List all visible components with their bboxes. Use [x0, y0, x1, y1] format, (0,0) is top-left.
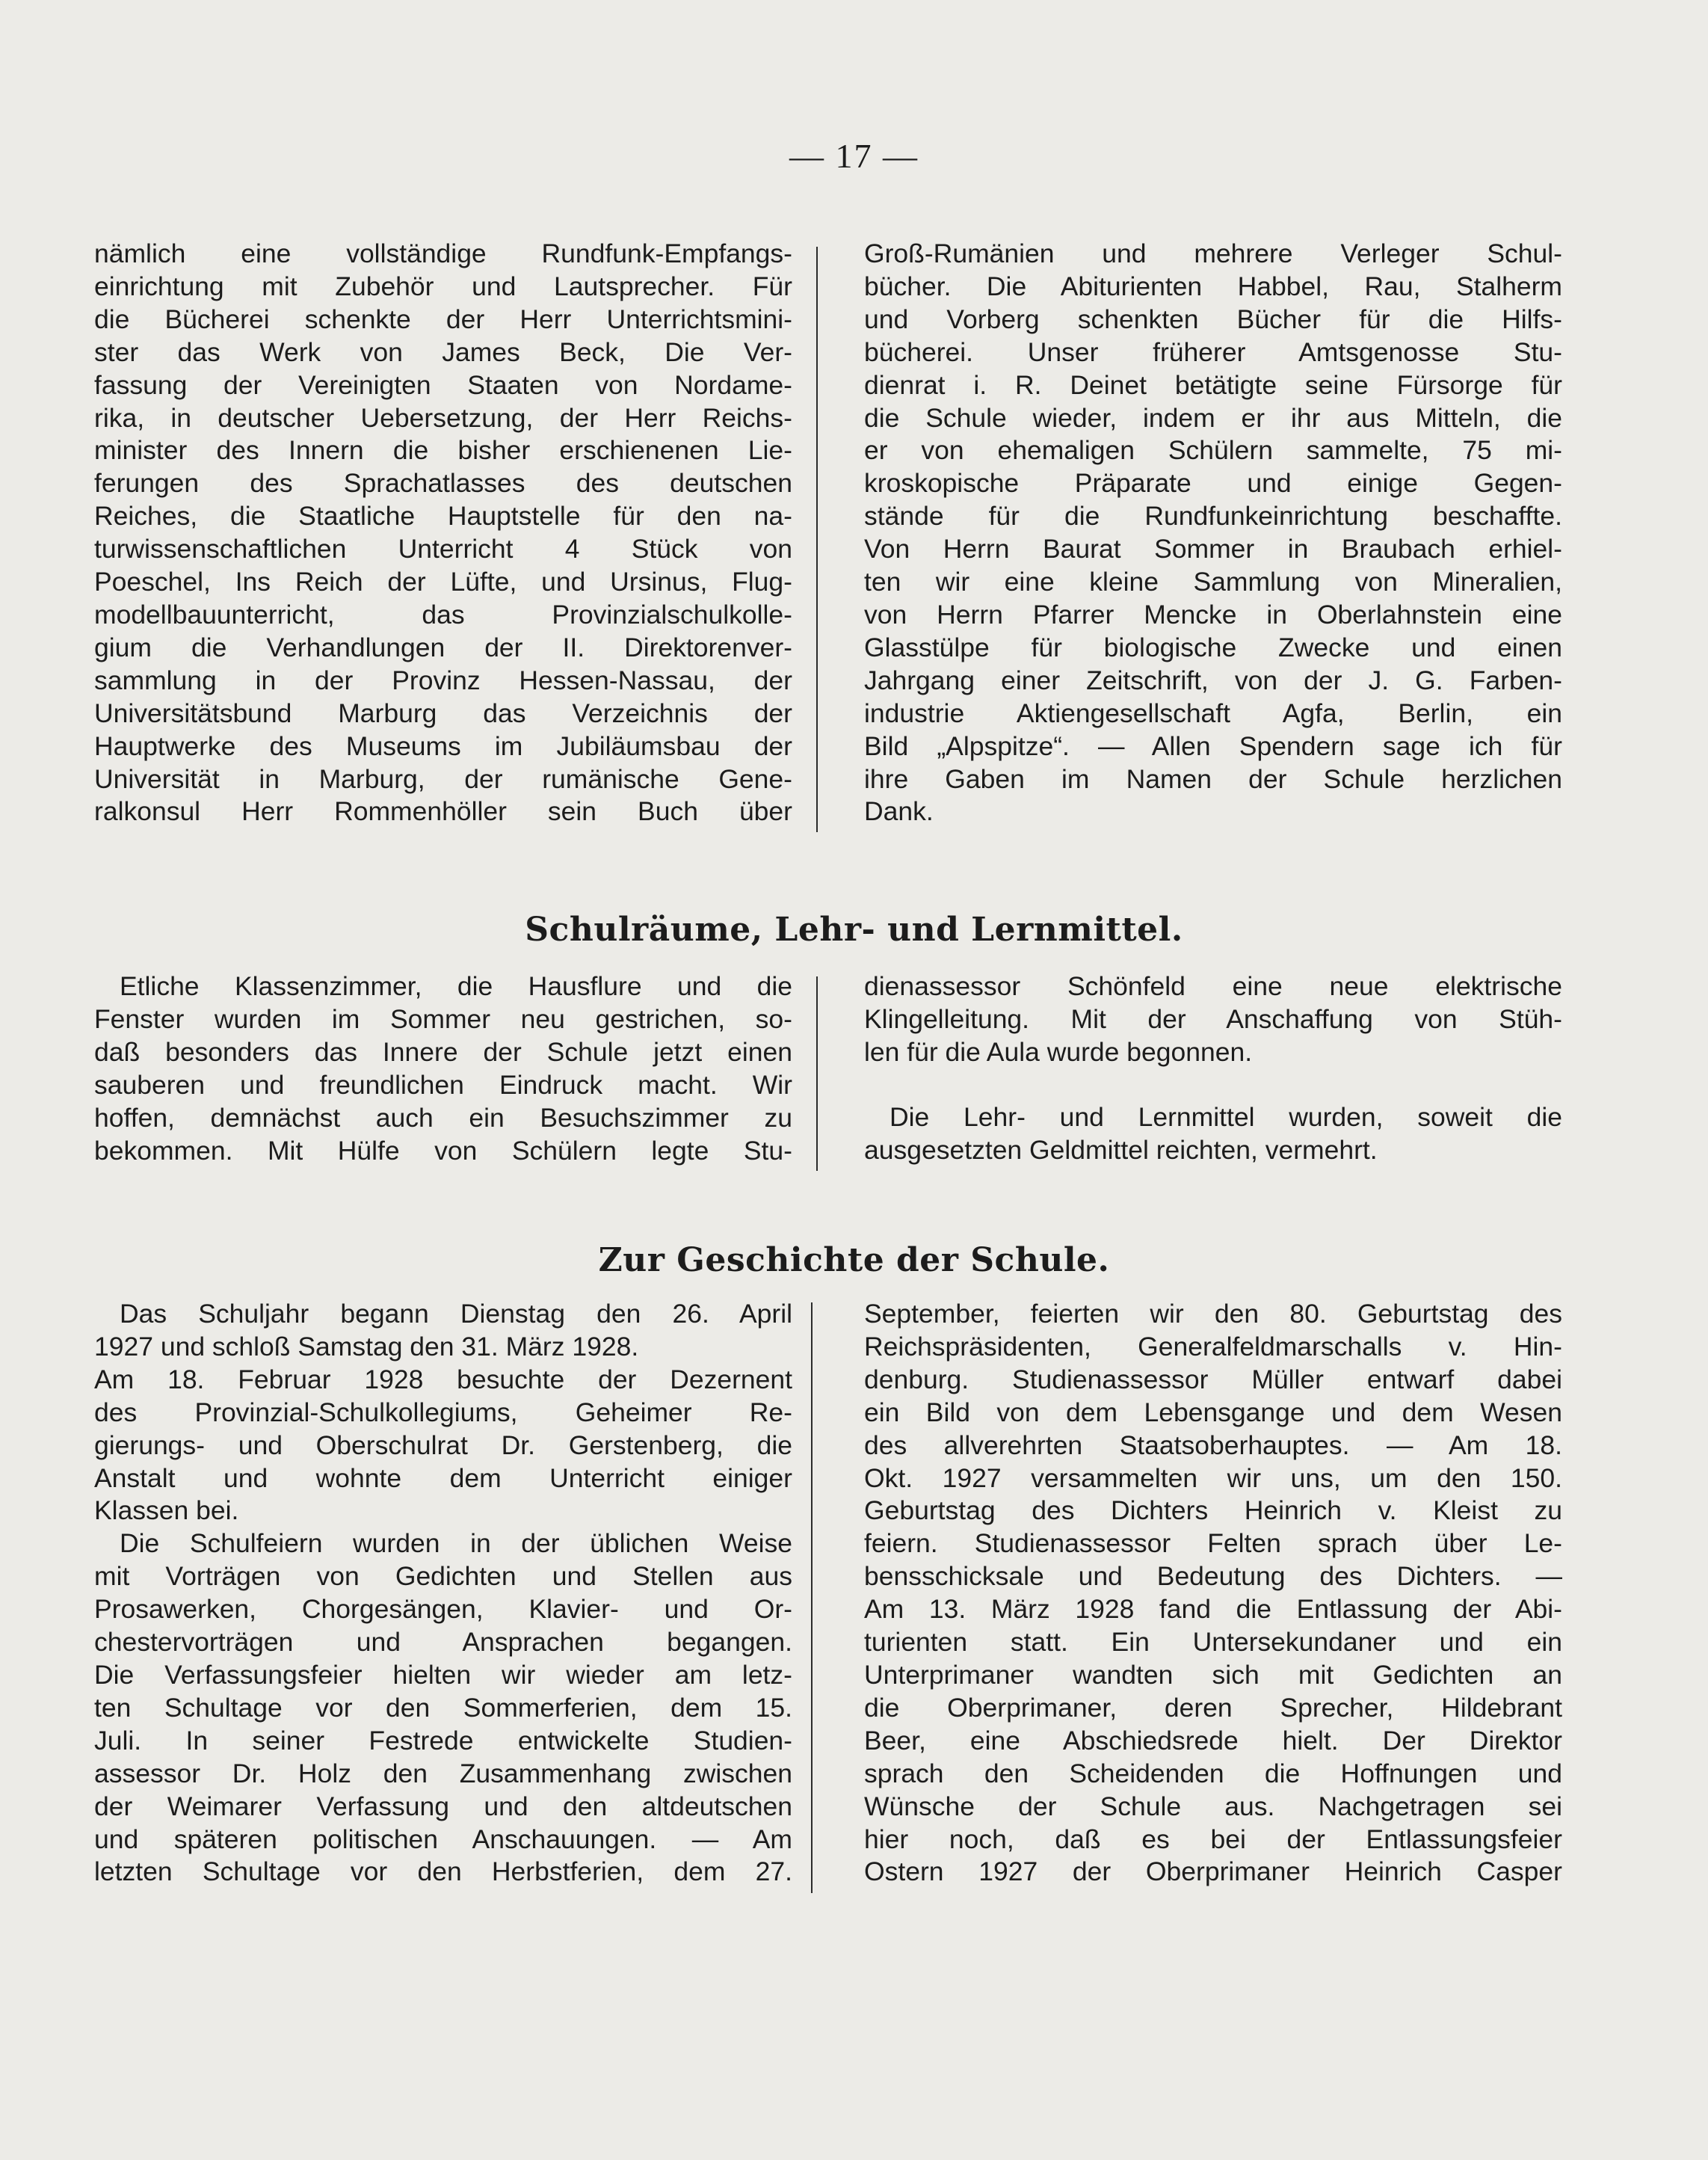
text-line: des Provinzial-Schulkollegiums, Geheimer Re-: [94, 1397, 792, 1427]
text-line: Die Schulfeiern wurden in der üblichen Weise: [120, 1528, 792, 1559]
text-line: Groß-Rumänien und mehrere Verleger Schul-: [864, 239, 1562, 268]
text-line: von Herrn Pfarrer Mencke in Oberlahnstein eine: [864, 599, 1562, 630]
text-line: Juli. In seiner Festrede entwickelte Studien-: [94, 1725, 792, 1756]
text-line: Die Lehr- und Lernmittel wurden, soweit die: [890, 1101, 1562, 1132]
text-line: bücher. Die Abiturienten Habbel, Rau, Stalherm: [864, 271, 1562, 301]
text-line: daß besonders das Innere der Schule jetzt einen: [94, 1036, 792, 1067]
page-number: — 17 —: [789, 137, 919, 175]
text-line: ferungen des Sprachatlasses des deutschen: [94, 468, 792, 499]
text-line: sprach den Scheidenden die Hoffnungen und: [864, 1758, 1562, 1788]
text-line: chestervorträgen und Ansprachen begangen.: [94, 1627, 792, 1658]
section-donations: [94, 238, 1562, 828]
text-line: gium die Verhandlungen der II. Direktorenver-: [94, 632, 792, 662]
text-line: Universitätsbund Marburg das Verzeichnis der: [94, 698, 792, 728]
text-line: Okt. 1927 versammelten wir uns, um den 150.: [864, 1462, 1562, 1493]
text-line: modellbauunterricht, das Provinzialschulkolle-: [94, 599, 792, 630]
column-divider: [816, 976, 818, 1171]
text-line: letzten Schultage vor den Herbstferien, dem 27.: [94, 1856, 792, 1887]
column-left: [94, 1298, 792, 1889]
text-line: Dank.: [864, 796, 934, 827]
text-line: ralkonsul Herr Rommenhöller sein Buch über: [94, 796, 792, 827]
text-line: die Schule wieder, indem er ihr aus Mitteln, die: [864, 402, 1562, 433]
section-rooms: [94, 970, 1562, 1167]
text-line: dienassessor Schönfeld eine neue elektrische: [864, 971, 1562, 1001]
text-line: und späteren politischen Anschauungen. — Am: [94, 1824, 792, 1854]
section-history: [94, 1298, 1562, 1889]
text-line: Glasstülpe für biologische Zwecke und einen: [864, 632, 1562, 662]
text-line: turwissenschaftlichen Unterricht 4 Stück von: [94, 534, 792, 564]
text-line: Universität in Marburg, der rumänische Gene-: [94, 763, 792, 794]
text-line: Ostern 1927 der Oberprimaner Heinrich Casper: [864, 1856, 1562, 1887]
text-line: bücherei. Unser früherer Amtsgenosse Stu-: [864, 336, 1562, 367]
column-right: [864, 238, 1562, 828]
text-line: industrie Aktiengesellschaft Agfa, Berlin, ein: [864, 698, 1562, 728]
text-line: Das Schuljahr begann Dienstag den 26. April: [120, 1299, 792, 1329]
text-line: Poeschel, Ins Reich der Lüfte, und Ursinus, Flug-: [94, 567, 792, 597]
section-heading-history: Zur Geschichte der Schule.: [598, 1241, 1110, 1279]
text-line: minister des Innern die bisher erschienenen Lie-: [94, 435, 792, 466]
text-line: Jahrgang einer Zeitschrift, von der J. G. Farben-: [864, 665, 1562, 695]
column-divider: [811, 1302, 813, 1893]
text-line: Klassen bei.: [94, 1495, 239, 1526]
section-heading-rooms: Schulräume, Lehr- und Lernmittel.: [525, 911, 1183, 949]
text-line: Wünsche der Schule aus. Nachgetragen sei: [864, 1791, 1562, 1821]
text-line: mit Vorträgen von Gedichten und Stellen aus: [94, 1561, 792, 1592]
paragraph: [864, 238, 1562, 828]
paragraph: [94, 1298, 792, 1889]
text-line: sauberen und freundlichen Eindruck macht. Wir: [94, 1069, 792, 1100]
paragraph: [94, 970, 792, 1167]
paragraph: [94, 238, 792, 828]
text-line: fassung der Vereinigten Staaten von Nordame-: [94, 369, 792, 400]
text-line: Reiches, die Staatliche Hauptstelle für den na-: [94, 501, 792, 532]
text-line: nämlich eine vollständige Rundfunk-Empfangs-: [94, 239, 792, 268]
text-line: Klingelleitung. Mit der Anschaffung von Stüh-: [864, 1003, 1562, 1034]
paragraph: [864, 1298, 1562, 1889]
text-line: stände für die Rundfunkeinrichtung beschaffte.: [864, 501, 1562, 532]
text-line: September, feierten wir den 80. Geburtstag des: [864, 1299, 1562, 1329]
text-line: Reichspräsidenten, Generalfeldmarschalls v. Hin-: [864, 1331, 1562, 1361]
text-line: len für die Aula wurde begonnen.: [864, 1036, 1253, 1067]
text-line: Hauptwerke des Museums im Jubiläumsbau der: [94, 730, 792, 761]
paragraph: [864, 970, 1562, 1069]
text-line: der Weimarer Verfassung und den altdeutschen: [94, 1791, 792, 1821]
text-line: bekommen. Mit Hülfe von Schülern legte Stu-: [94, 1135, 792, 1166]
text-line: Etliche Klassenzimmer, die Hausflure und die: [120, 971, 792, 1001]
text-line: einrichtung mit Zubehör und Lautsprecher. Für: [94, 271, 792, 301]
text-line: sammlung in der Provinz Hessen-Nassau, der: [94, 665, 792, 695]
text-line: ein Bild von dem Lebensgange und dem Wesen: [864, 1397, 1562, 1427]
text-line: gierungs- und Oberschulrat Dr. Gerstenberg, die: [94, 1430, 792, 1460]
text-line: er von ehemaligen Schülern sammelte, 75 mi-: [864, 435, 1562, 466]
text-line: des allverehrten Staatsoberhauptes. — Am 18.: [864, 1430, 1562, 1460]
text-line: Von Herrn Baurat Sommer in Braubach erhiel-: [864, 534, 1562, 564]
text-line: Geburtstag des Dichters Heinrich v. Kleist zu: [864, 1495, 1562, 1526]
text-line: ster das Werk von James Beck, Die Ver-: [94, 336, 792, 367]
text-line: kroskopische Präparate und einige Gegen-: [864, 468, 1562, 499]
column-right: [864, 970, 1562, 1167]
text-line: Die Verfassungsfeier hielten wir wieder am letz-: [94, 1659, 792, 1690]
text-line: denburg. Studienassessor Müller entwarf dabei: [864, 1364, 1562, 1394]
text-line: Am 13. März 1928 fand die Entlassung der Abi-: [864, 1594, 1562, 1625]
text-line: bensschicksale und Bedeutung des Dichters. —: [864, 1561, 1562, 1592]
text-line: turienten statt. Ein Untersekundaner und ein: [864, 1627, 1562, 1658]
text-line: ten wir eine kleine Sammlung von Mineralien,: [864, 567, 1562, 597]
text-line: Anstalt und wohnte dem Unterricht einiger: [94, 1462, 792, 1493]
text-line: feiern. Studienassessor Felten sprach über Le-: [864, 1528, 1562, 1559]
text-line: Prosawerken, Chorgesängen, Klavier- und Or-: [94, 1594, 792, 1625]
text-line: die Bücherei schenkte der Herr Unterrichtsmini-: [94, 304, 792, 334]
text-line: 1927 und schloß Samstag den 31. März 1928.: [94, 1331, 639, 1361]
text-line: Unterprimaner wandten sich mit Gedichten an: [864, 1659, 1562, 1690]
text-line: hoffen, demnächst auch ein Besuchszimmer zu: [94, 1102, 792, 1133]
text-line: dienrat i. R. Deinet betätigte seine Fürsorge für: [864, 369, 1562, 400]
text-line: ausgesetzten Geldmittel reichten, vermehrt.: [864, 1134, 1378, 1165]
text-line: Am 18. Februar 1928 besuchte der Dezernent: [94, 1364, 792, 1394]
text-line: ihre Gaben im Namen der Schule herzlichen: [864, 763, 1562, 794]
text-line: die Oberprimaner, deren Sprecher, Hildebrant: [864, 1692, 1562, 1723]
column-left: [94, 238, 792, 828]
text-line: ten Schultage vor den Sommerferien, dem 15.: [94, 1692, 792, 1723]
paragraph: [864, 1101, 1562, 1167]
column-left: [94, 970, 792, 1167]
text-line: und Vorberg schenkten Bücher für die Hilfs-: [864, 304, 1562, 334]
text-line: Bild „Alpspitze“. — Allen Spendern sage ich für: [864, 730, 1562, 761]
text-line: Beer, eine Abschiedsrede hielt. Der Direktor: [864, 1725, 1562, 1756]
column-right: [864, 1298, 1562, 1889]
text-line: rika, in deutscher Uebersetzung, der Herr Reichs-: [94, 402, 792, 433]
text-line: hier noch, daß es bei der Entlassungsfeier: [864, 1824, 1562, 1854]
text-line: assessor Dr. Holz den Zusammenhang zwischen: [94, 1758, 792, 1788]
column-divider: [816, 247, 818, 832]
text-line: Fenster wurden im Sommer neu gestrichen, so-: [94, 1003, 792, 1034]
